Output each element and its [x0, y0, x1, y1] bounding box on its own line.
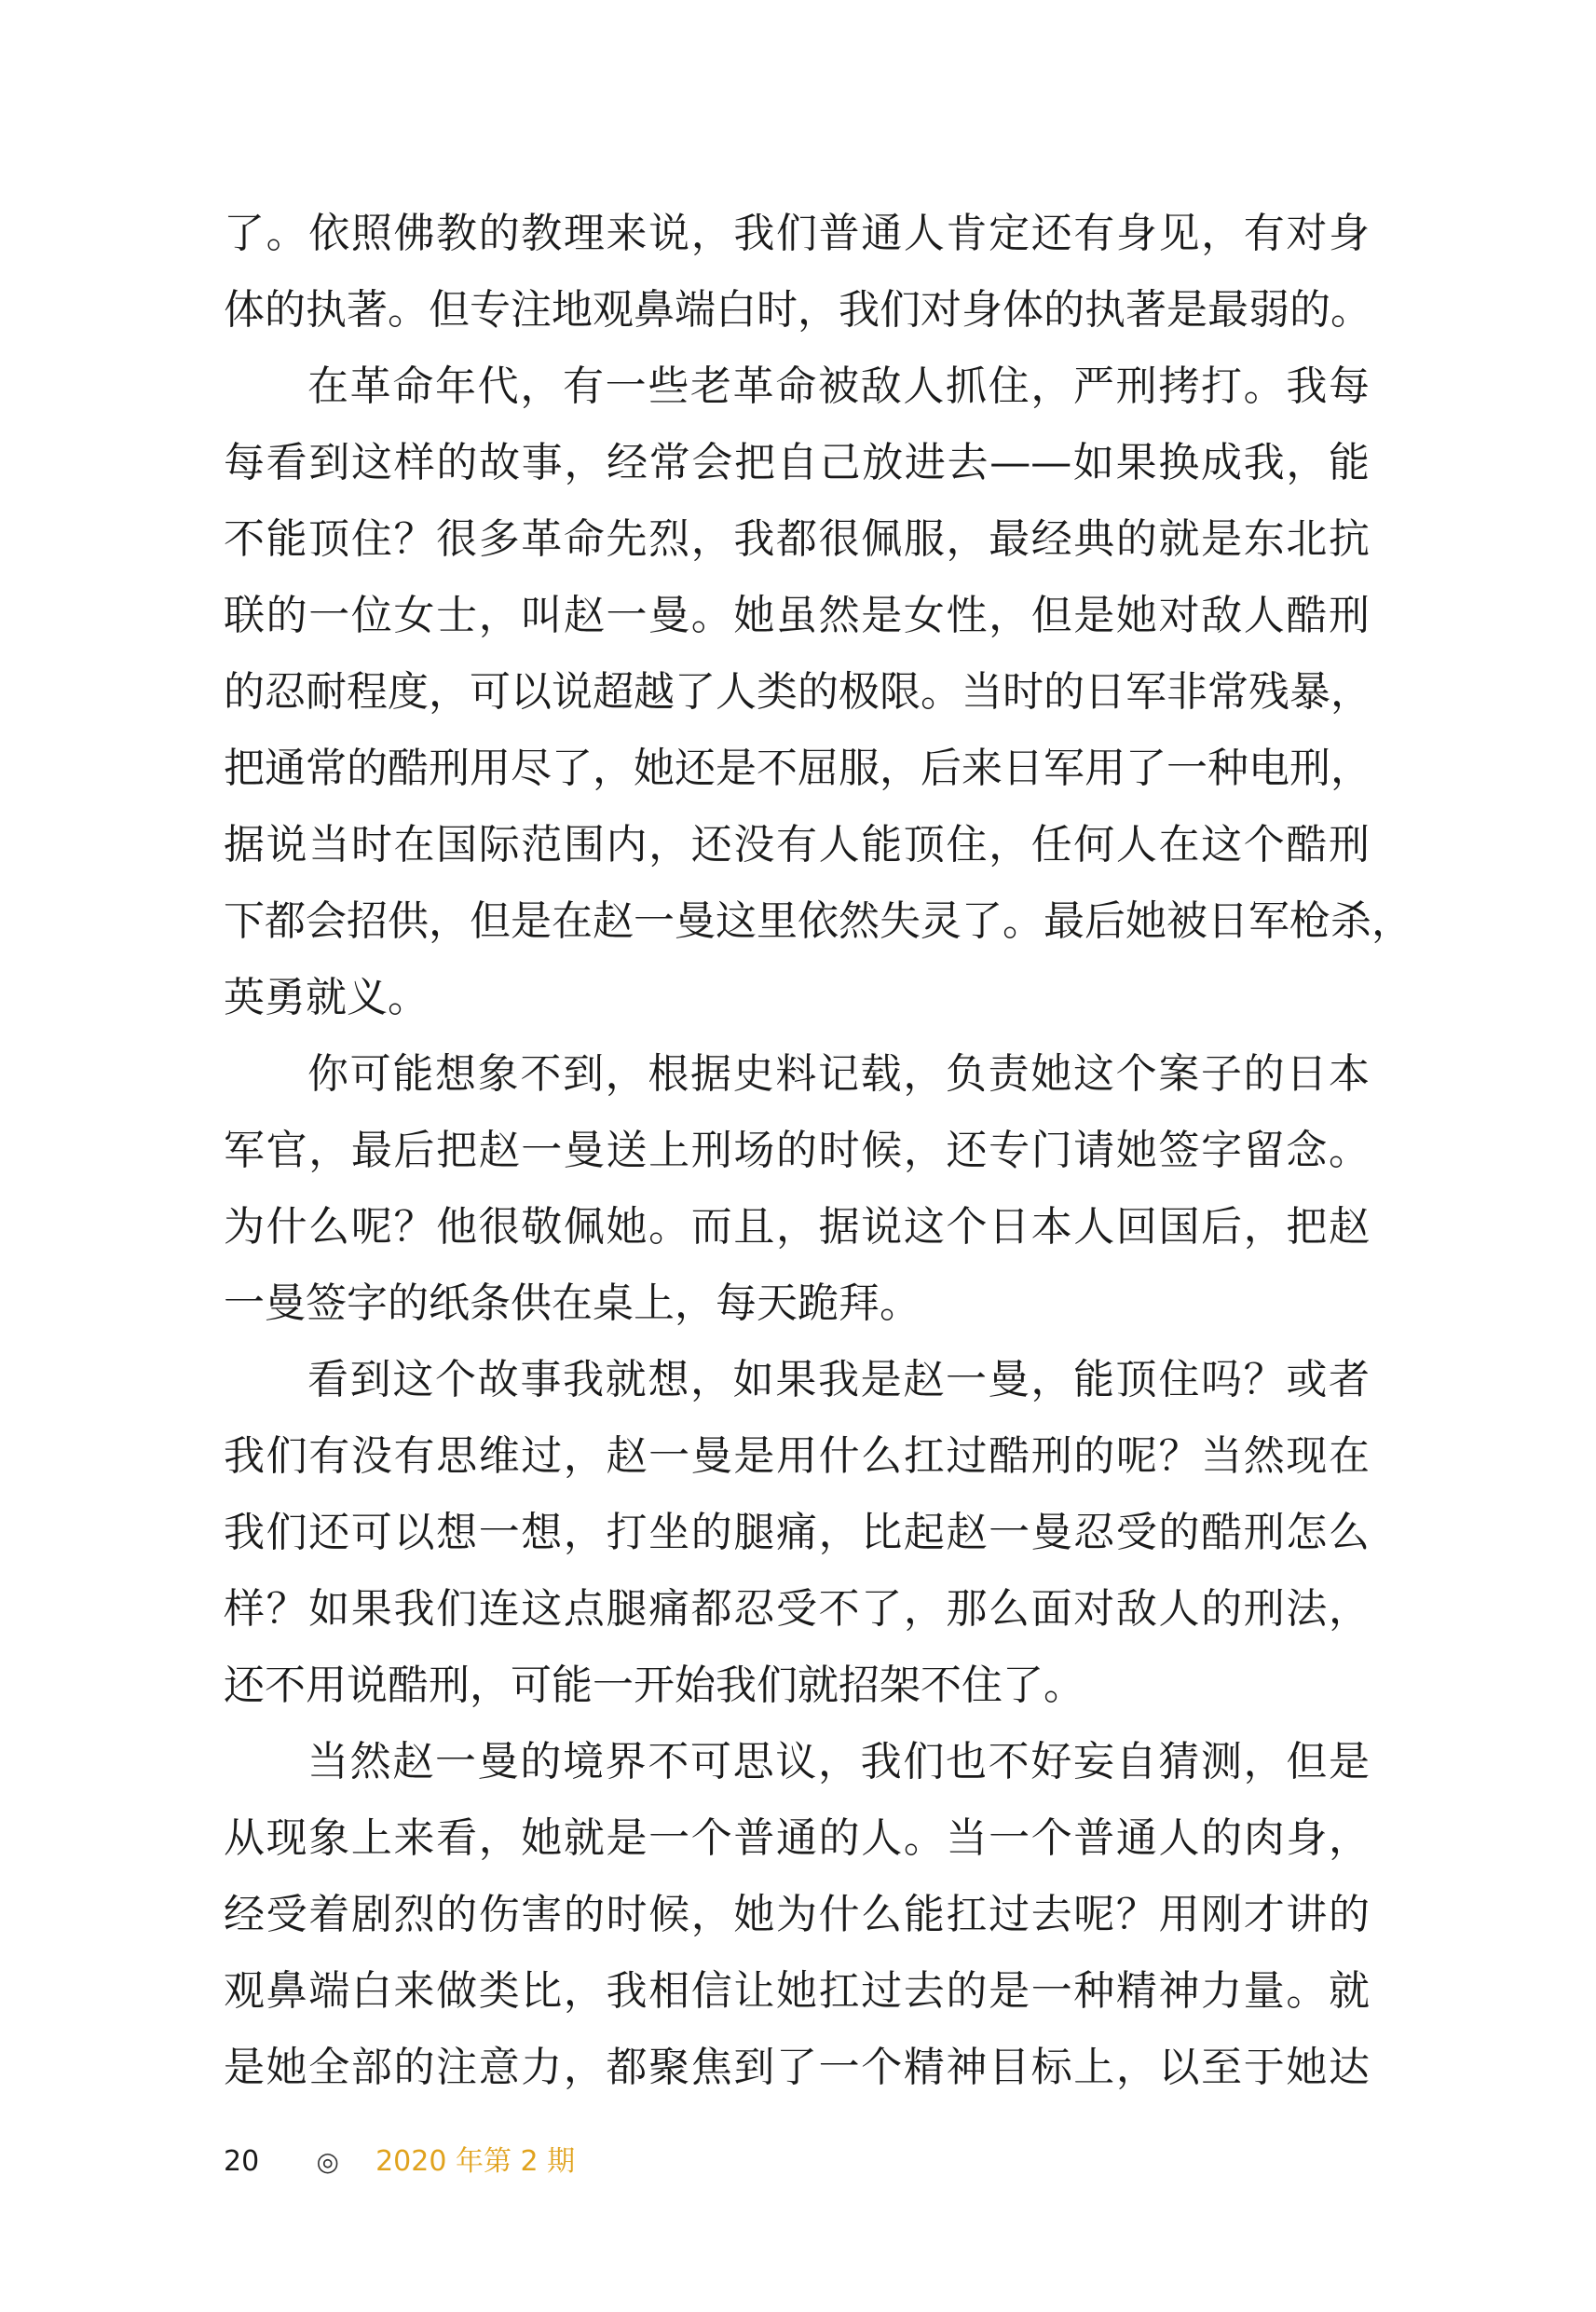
text-line: 是她全部的注意力，都聚焦到了一个精神目标上，以至于她达 — [224, 2044, 1370, 2091]
text-line: 还不用说酷刑，可能一开始我们就招架不住了。 — [224, 1662, 1084, 1709]
issue-label: 2020 年第 2 期 — [375, 2145, 576, 2178]
text-line: 样？如果我们连这点腿痛都忍受不了，那么面对敌人的刑法， — [224, 1585, 1370, 1633]
paragraph — [224, 1036, 1370, 1342]
ornament-icon: ◎ — [316, 2146, 339, 2177]
text-line: 经受着剧烈的伤害的时候，她为什么能扛过去呢？用刚才讲的 — [224, 1891, 1370, 1938]
paragraph — [224, 1724, 1370, 2106]
text-line: 从现象上来看，她就是一个普通的人。当一个普通人的肉身， — [224, 1814, 1370, 1862]
paragraph — [224, 1342, 1370, 1724]
paragraph — [224, 196, 1370, 349]
text-line: 为什么呢？他很敬佩她。而且，据说这个日本人回国后，把赵 — [224, 1203, 1370, 1251]
text-line: 不能顶住？很多革命先烈，我都很佩服，最经典的就是东北抗 — [224, 515, 1370, 563]
text-line: 英勇就义。 — [224, 974, 429, 1021]
text-line: 体的执著。但专注地观鼻端白时，我们对身体的执著是最弱的。 — [224, 286, 1371, 334]
text-line: 我们有没有思维过，赵一曼是用什么扛过酷刑的呢？当然现在 — [224, 1432, 1370, 1480]
text-line: 联的一位女士，叫赵一曼。她虽然是女性，但是她对敌人酷刑 — [224, 592, 1370, 639]
paragraph — [224, 349, 1412, 1036]
article-body — [224, 196, 1412, 2106]
text-line: 在革命年代，有一些老革命被敌人抓住，严刑拷打。我每 — [307, 363, 1370, 410]
text-line: 下都会招供，但是在赵一曼这里依然失灵了。最后她被日军枪杀， — [224, 897, 1412, 945]
text-line: 每看到这样的故事，经常会把自己放进去——如果换成我，能 — [224, 439, 1370, 486]
text-line: 我们还可以想一想，打坐的腿痛，比起赵一曼忍受的酷刑怎么 — [224, 1509, 1370, 1556]
page-footer — [224, 2139, 575, 2185]
text-line: 观鼻端白来做类比，我相信让她扛过去的是一种精神力量。就 — [224, 1967, 1370, 2015]
text-line: 当然赵一曼的境界不可思议，我们也不好妄自猜测，但是 — [307, 1738, 1370, 1785]
text-line: 你可能想象不到，根据史料记载，负责她这个案子的日本 — [307, 1050, 1370, 1098]
text-line: 一曼签字的纸条供在桌上，每天跪拜。 — [224, 1279, 921, 1327]
text-line: 了。依照佛教的教理来说，我们普通人肯定还有身见，有对身 — [224, 210, 1370, 257]
text-line: 看到这个故事我就想，如果我是赵一曼，能顶住吗？或者 — [307, 1356, 1370, 1403]
text-line: 据说当时在国际范围内，还没有人能顶住，任何人在这个酷刑 — [224, 821, 1370, 869]
text-line: 的忍耐程度，可以说超越了人类的极限。当时的日军非常残暴， — [224, 668, 1371, 716]
text-line: 军官，最后把赵一曼送上刑场的时候，还专门请她签字留念。 — [224, 1127, 1370, 1174]
text-line: 把通常的酷刑用尽了，她还是不屈服，后来日军用了一种电刑， — [224, 745, 1371, 792]
page-number: 20 — [224, 2145, 260, 2178]
